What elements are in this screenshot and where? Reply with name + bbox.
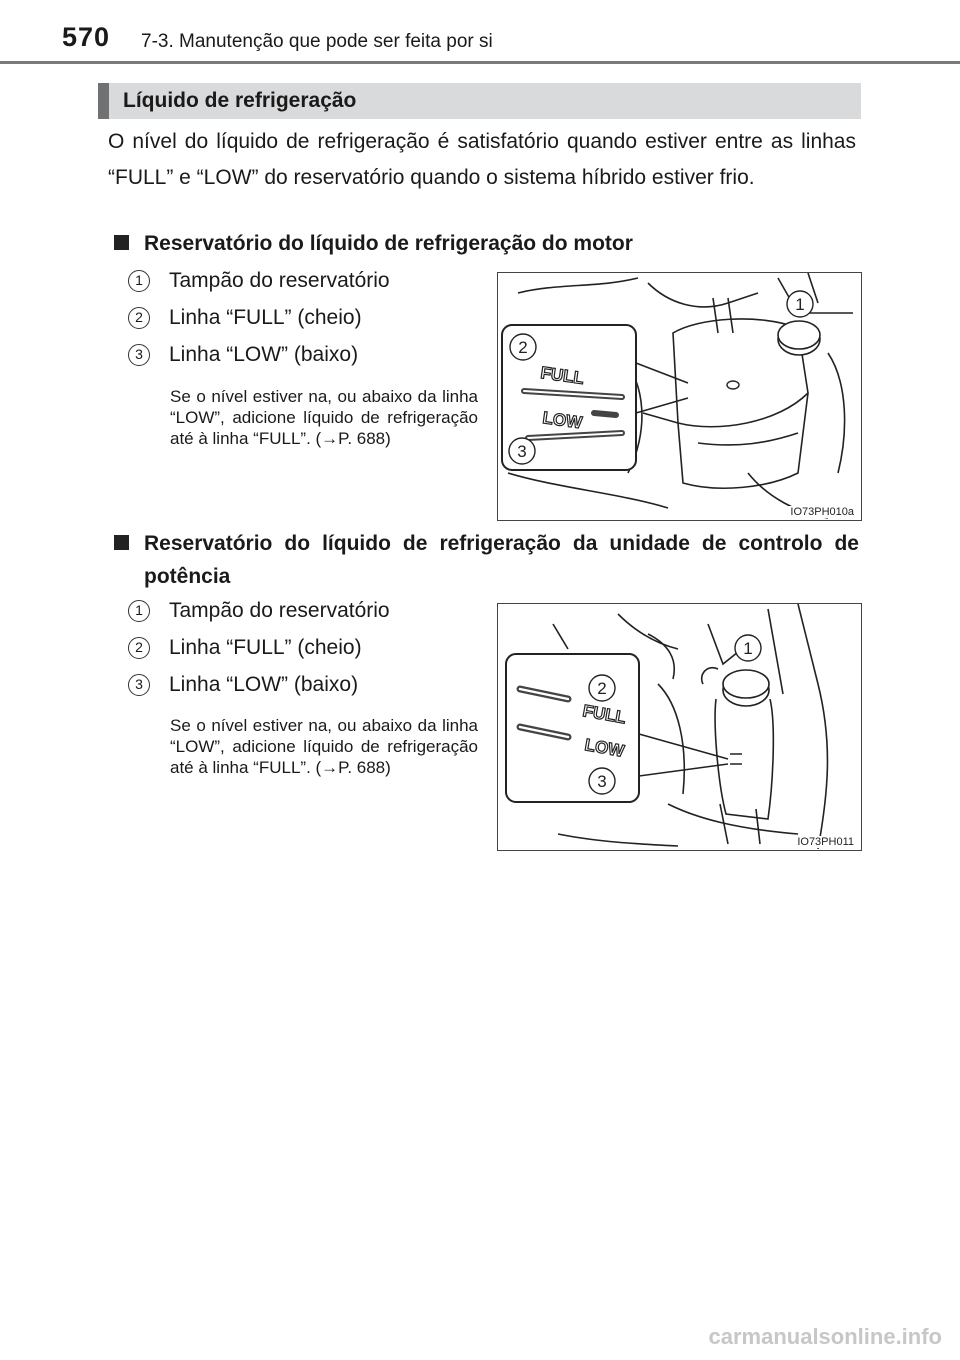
callout-number: 1 — [128, 270, 150, 292]
header-rule — [0, 61, 960, 64]
callout-number: 3 — [128, 344, 150, 366]
square-bullet-icon — [114, 235, 129, 250]
pcu-reservoir-drawing — [498, 604, 860, 849]
item-label: Tampão do reservatório — [169, 599, 390, 622]
item-label: Linha “LOW” (baixo) — [169, 343, 359, 366]
page-number: 570 — [62, 22, 111, 52]
section-title: Líquido de refrigeração — [123, 89, 357, 112]
intro-paragraph: O nível do líquido de refrigeração é satisfatório quando estiver entre as linhas “FULL” e “LOW” do reservatório quando o sistema híbrido estiver frio. — [108, 130, 856, 189]
list-item — [128, 264, 488, 301]
item-label: Linha “FULL” (cheio) — [169, 306, 362, 329]
list-item — [128, 631, 488, 668]
item-label: Linha “LOW” (baixo) — [169, 673, 359, 696]
callout-1: 1 — [795, 295, 805, 314]
engine-reservoir-illustration — [497, 272, 862, 521]
engine-reservoir-drawing — [498, 273, 860, 519]
full-mark: FULL — [539, 363, 586, 389]
full-mark: FULL — [581, 701, 628, 728]
engine-reservoir-heading-text: Reservatório do líquido de refrigeração do motor — [144, 232, 633, 255]
callout-number: 2 — [128, 307, 150, 329]
callout-2: 2 — [518, 338, 528, 357]
callout-3: 3 — [597, 772, 607, 791]
figure-code: IO73PH011 — [797, 836, 854, 848]
list-item — [128, 668, 488, 705]
figure-code: IO73PH010a — [790, 506, 854, 518]
pcu-reservoir-heading-text: Reservatório do líquido de refrigeração da unidade de controlo de potência — [144, 532, 859, 588]
list-item — [128, 594, 488, 631]
callout-number: 1 — [128, 600, 150, 622]
callout-3: 3 — [517, 442, 527, 461]
running-head: 7-3. Manutenção que pode ser feita por si — [141, 31, 493, 52]
list-item — [128, 338, 488, 375]
low-mark: LOW — [583, 735, 626, 761]
callout-1: 1 — [743, 639, 753, 658]
list-item — [128, 301, 488, 338]
section-band — [98, 83, 861, 119]
square-bullet-icon — [114, 535, 129, 550]
watermark: carmanualsonline.info — [708, 1324, 942, 1349]
engine-reservoir-items — [128, 264, 488, 375]
engine-reservoir-note: Se o nível estiver na, ou abaixo da linha “LOW”, adicione líquido de refrigeração até à linha “FULL”. (→P. 688) — [170, 387, 478, 448]
pcu-reservoir-heading — [114, 527, 859, 593]
callout-number: 3 — [128, 674, 150, 696]
item-label: Tampão do reservatório — [169, 269, 390, 292]
engine-reservoir-heading — [114, 227, 854, 260]
pcu-reservoir-illustration — [497, 603, 862, 851]
item-label: Linha “FULL” (cheio) — [169, 636, 362, 659]
low-mark: LOW — [541, 408, 584, 433]
callout-2: 2 — [597, 679, 607, 698]
pcu-reservoir-note: Se o nível estiver na, ou abaixo da linha “LOW”, adicione líquido de refrigeração até à linha “FULL”. (→P. 688) — [170, 716, 478, 777]
callout-number: 2 — [128, 637, 150, 659]
pcu-reservoir-items — [128, 594, 488, 705]
